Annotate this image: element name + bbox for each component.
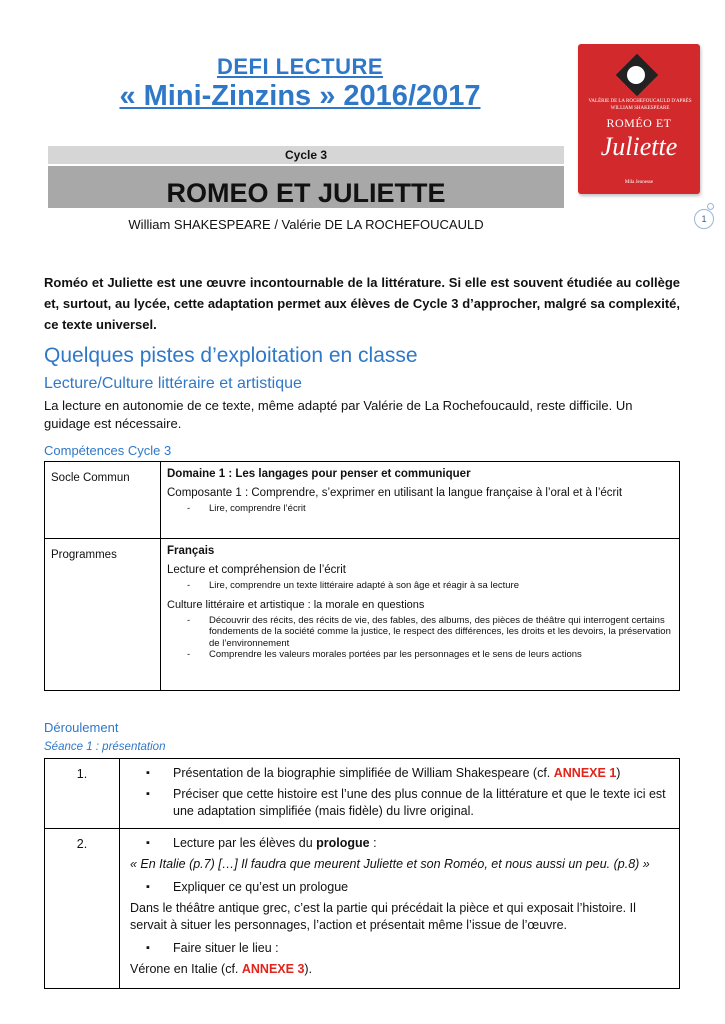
competences-heading: Compétences Cycle 3 <box>44 443 172 458</box>
bullet-item <box>130 765 671 782</box>
title-defi-lecture: DEFI LECTURE <box>216 54 384 79</box>
component-text: Composante 1 : Comprendre, s’exprimer en utilisant la langue française à l’oral et à l’écrit <box>167 487 623 499</box>
competences-table <box>44 461 680 691</box>
item-list <box>167 503 673 515</box>
bullet-text: Lecture par les élèves du <box>173 836 317 850</box>
list-item: - Lire, comprendre l’écrit <box>209 503 673 515</box>
section-heading: Quelques pistes d’exploitation en classe <box>44 344 418 367</box>
quote-text: « En Italie (p.7) […] Il faudra que meurent Juliette et son Roméo, et nous aussi un peu. (p.8) » <box>130 857 650 871</box>
table-row <box>45 539 680 691</box>
step-content <box>120 829 680 989</box>
place-line <box>130 961 671 978</box>
cover-publisher: Mila Jeunesse <box>624 180 654 185</box>
authors-line: William SHAKESPEARE / Valérie DE LA ROCHEFOUCAULD <box>128 217 484 232</box>
guidance-paragraph: La lecture en autonomie de ce texte, même adapté par Valérie de La Rochefoucauld, reste difficile. Un guidage est nécessaire. <box>44 398 633 431</box>
deroulement-table <box>44 758 680 989</box>
page-number: 1 <box>694 209 714 229</box>
deroulement-heading: Déroulement <box>44 720 119 735</box>
bullet-item <box>130 786 671 820</box>
bullet-item <box>130 879 671 896</box>
item-list <box>167 615 673 661</box>
subsection-heading: Lecture/Culture littéraire et artistique <box>44 375 302 392</box>
bullet-text-end: ) <box>616 766 621 780</box>
seance-heading: Séance 1 : présentation <box>44 741 166 753</box>
intro-paragraph: Roméo et Juliette est une œuvre incontournable de la littérature. Si elle est souvent étudiée au collège et, surtout, au lycée, cette adaptation permet aux élèves de Cycle 3 d’approcher, malgré sa complexité, ce texte universel. <box>44 275 680 332</box>
list-item: - Lire, comprendre un texte littéraire adapté à son âge et réagir à sa lecture <box>209 580 673 592</box>
bullet-item <box>130 940 671 957</box>
list-item: - Découvrir des récits, des récits de vie, des fables, des albums, des pièces de théâtre qui interrogent certains fondements de la société comme la justice, le respect des différences, les droits et les devoirs, la préservation de l’environnement <box>209 615 673 650</box>
book-cover-image <box>578 44 700 194</box>
step-number: 1. <box>45 759 120 829</box>
place-text-end: ). <box>304 962 313 976</box>
table-row <box>45 759 680 829</box>
cover-credit: VALÉRIE DE LA ROCHEFOUCAULD D'APRÈS WILLIAM SHAKESPEARE <box>588 99 692 111</box>
book-title-banner: ROMEO ET JULIETTE <box>48 166 564 208</box>
bullet-text: Présentation de la biographie simplifiée de William Shakespeare (cf. <box>173 766 554 780</box>
domain-text: Domaine 1 : Les langages pour penser et communiquer <box>167 468 471 480</box>
bullet-text: Préciser que cette histoire est l’une des plus connue de la littérature et que le texte ici est une adaptation simplifiée (mais fidèle) du livre original. <box>173 787 666 818</box>
table-row <box>45 462 680 539</box>
item-list <box>167 580 673 592</box>
row-content <box>161 462 680 539</box>
cover-title-top: ROMÉO ET <box>606 116 672 130</box>
cover-title-bottom: Juliette <box>600 132 678 161</box>
row-label: Programmes <box>45 539 161 691</box>
step-number: 2. <box>45 829 120 989</box>
bullet-text: Faire situer le lieu : <box>173 941 279 955</box>
cycle-banner: Cycle 3 <box>48 146 564 164</box>
annex-link[interactable]: ANNEXE 1 <box>553 766 617 780</box>
mask-icon <box>627 66 645 84</box>
list-item: - Comprendre les valeurs morales portées par les personnages et le sens de leurs actions <box>209 649 673 661</box>
bullet-item <box>130 835 671 852</box>
place-text: Vérone en Italie (cf. <box>130 962 242 976</box>
subject-text: Français <box>167 545 215 557</box>
explanation-paragraph: Dans le théâtre antique grec, c’est la partie qui précédait la pièce et qui exposait l’histoire. Il servait à situer les personnages, l’action et présentait même l’issue de l’œuvre. <box>130 901 636 932</box>
row-content <box>161 539 680 691</box>
row-label: Socle Commun <box>45 462 161 539</box>
title-mini-zinzins: « Mini-Zinzins » 2016/2017 <box>119 80 481 112</box>
bullet-text: Expliquer ce qu’est un prologue <box>173 880 349 894</box>
annex-link[interactable]: ANNEXE 3 <box>241 962 305 976</box>
bullet-text-end: : <box>369 836 377 850</box>
table-row <box>45 829 680 989</box>
area-text: Lecture et compréhension de l’écrit <box>167 564 346 576</box>
area-text: Culture littéraire et artistique : la morale en questions <box>167 598 425 611</box>
step-content <box>120 759 680 829</box>
bold-term: prologue <box>316 836 370 850</box>
